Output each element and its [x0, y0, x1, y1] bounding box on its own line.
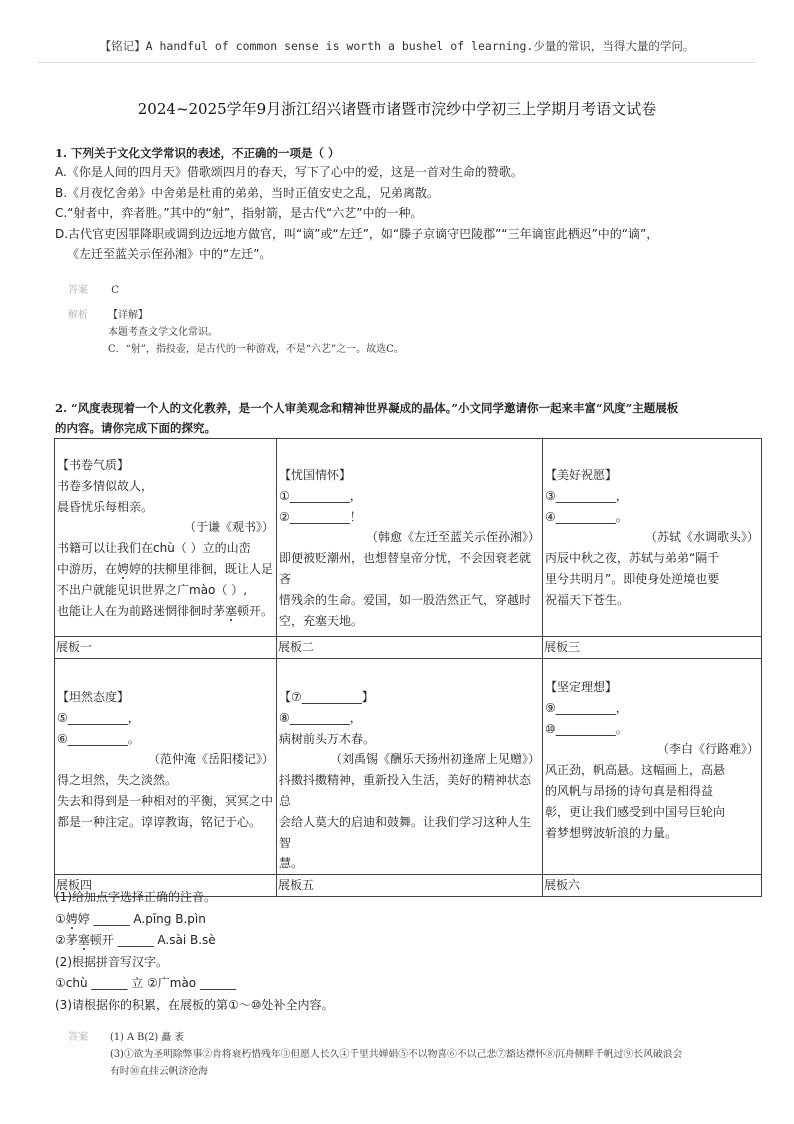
fill-blank: ②__________！	[279, 509, 362, 524]
sub-question-2a: ①chù ______ 立 ②广mào ______	[55, 976, 236, 990]
sub-question-2: (2)根据拼音写汉字。	[55, 954, 168, 969]
panel-text: 失去和得到是一种相对的平衡，冥冥之中	[57, 793, 274, 808]
sub-questions	[55, 887, 745, 1016]
panel-text: 也能让人在为前路迷惘徘徊时茅塞顿开。	[57, 603, 274, 618]
panel-text: 的风帆与昂扬的诗句真是相得益	[545, 783, 714, 798]
panel-text: 会给人莫大的启迪和鼓舞。让我们学习这种人生智	[279, 814, 532, 850]
panel-3	[543, 439, 762, 637]
sub-question-1b: ②茅塞顿开 ______ A.sài B.sè	[55, 933, 216, 947]
fill-blank: ⑤__________，	[57, 710, 140, 725]
poem-line: 书卷多情似故人，	[57, 478, 154, 493]
answer-line: (3)①欲为圣明除弊事②肯将衰朽惜残年③但愿人长久④千里共婵娟⑤不以物喜⑥不以己悲⑦豁达襟怀⑧沉舟侧畔千帆过⑨长风破浪会	[110, 1049, 683, 1060]
panel-name-3: 展板三	[543, 637, 762, 659]
panel-text: 丙辰中秋之夜，苏轼与弟弟“隔千	[545, 551, 720, 566]
panel-text: 彰，更让我们感受到中国号巨轮向	[545, 804, 726, 819]
header-divider	[38, 62, 756, 63]
panel-text: 风正劲，帆高悬。这幅画上，高悬	[545, 763, 726, 778]
answer-label: 答案	[68, 1032, 88, 1043]
panel-5	[277, 659, 543, 875]
poem-line: 病树前头万木春。	[279, 731, 376, 746]
panel-text: 书籍可以让我们在chù（ ）立的山峦	[57, 541, 251, 556]
panel-1	[55, 439, 277, 637]
fill-blank: ⑧__________，	[279, 710, 362, 725]
fill-blank: ⑩__________。	[545, 721, 628, 736]
question-2-stem-line2: 的内容。请你完成下面的探究。	[55, 421, 216, 435]
panel-text: 空，充塞天地。	[279, 613, 364, 628]
analysis-line: 本题考查文学文化常识。	[108, 327, 218, 338]
panel-heading: 【忧国情怀】	[279, 468, 352, 482]
panel-text: 都是一种注定。谆谆教诲，铭记于心。	[57, 814, 262, 829]
panel-text: 祝福天下苍生。	[545, 592, 630, 607]
question-1-answer	[68, 282, 758, 299]
panel-name-6: 展板六	[543, 875, 762, 897]
sub-question-1: (1)给加点字选择正确的注音。	[55, 890, 216, 904]
panel-heading: 【书卷气质】	[57, 458, 130, 472]
poem-source: （范仲淹《岳阳楼记》）	[147, 752, 274, 767]
option-b: B.《月夜忆舍弟》中舍弟是杜甫的弟弟，当时正值安史之乱，兄弟离散。	[55, 185, 440, 200]
fill-blank: ⑨__________，	[545, 700, 628, 715]
panel-heading: 【坚定理想】	[545, 680, 618, 694]
panel-6	[543, 659, 762, 875]
question-1-stem: 1. 下列关于文化文学常识的表述，不正确的一项是（ ）	[55, 146, 340, 160]
question-1-options	[55, 162, 745, 265]
panel-text: 抖擞抖擞精神，重新投入生活，美好的精神状态总	[279, 773, 532, 808]
panel-heading: 【⑦__________】	[279, 690, 374, 704]
answer-value: C	[111, 285, 119, 296]
panel-heading: 【坦然态度】	[57, 690, 130, 704]
fill-blank: ⑥__________。	[57, 731, 140, 746]
panel-text: 里兮共明月”。即使身处逆境也要	[545, 571, 720, 586]
poem-source: （刘禹锡《酬乐天扬州初逢席上见赠》）	[329, 752, 540, 767]
question-2-answer	[68, 1029, 758, 1080]
fill-blank: ③__________，	[545, 488, 628, 503]
panel-text: 得之坦然，失之淡然。	[57, 773, 178, 788]
panel-text: 中游历，在娉婷的扶柳里徘徊，既让人足	[57, 561, 274, 576]
option-d: D.古代官吏因罪降职或调到边远地方做官，叫“谪”或“左迁”，如“滕子京谪守巴陵郡”“三年谪宦此栖迟”中的“谪”，	[55, 226, 659, 241]
exhibit-table	[54, 438, 762, 897]
panel-name-1: 展板一	[55, 637, 277, 659]
panel-text: 惜残余的生命。爱国，如一股浩然正气，穿越时	[279, 592, 532, 607]
question-2-stem-line1: 2. “风度表现着一个人的文化教养，是一个人审美观念和精神世界凝成的晶体。”小文同学邀请你一起来丰富“风度”主题展板	[55, 401, 679, 415]
fill-blank: ④__________。	[545, 509, 628, 524]
poem-line: 晨昏忧乐每相亲。	[57, 499, 154, 514]
poem-source: （李白《行路难》）	[656, 742, 759, 757]
analysis-line: C．“射”，指投壶，是古代的一种游戏，不是“六艺”之一。故选C。	[108, 344, 404, 355]
analysis-label: 解析	[68, 310, 88, 321]
analysis-head: 【详解】	[108, 310, 148, 321]
panel-text: 慧。	[279, 856, 304, 871]
sub-question-3: (3)请根据你的积累，在展板的第①～⑩处补全内容。	[55, 997, 334, 1012]
panel-4	[55, 659, 277, 875]
option-d-cont: 《左迁至蓝关示侄孙湘》中的“左迁”。	[67, 247, 272, 261]
answer-label: 答案	[68, 285, 88, 296]
page-title: 2024~2025学年9月浙江绍兴诸暨市诸暨市浣纱中学初三上学期月考语文试卷	[137, 100, 657, 118]
fill-blank: ①__________，	[279, 488, 362, 503]
poem-source: （苏轼《水调歌头》）	[644, 530, 759, 545]
panel-text: 着梦想劈波斩浪的力量。	[545, 825, 678, 840]
panel-text: 即便被贬潮州，也想替皇帝分忧，不会因衰老就吝	[279, 551, 532, 586]
panel-name-5: 展板五	[277, 875, 543, 897]
question-2-stem	[55, 398, 755, 438]
question-1-analysis	[68, 307, 758, 358]
question-1	[55, 143, 745, 163]
poem-source: （韩愈《左迁至蓝关示侄孙湘》）	[365, 530, 540, 545]
sub-question-1a: ①娉婷 ______ A.pīng B.pìn	[55, 911, 206, 926]
answer-line: 有时⑩直挂云帆济沧海	[110, 1066, 208, 1077]
motto-banner: 【铭记】A handful of common sense is worth a bushel of learning.少量的常识，当得大量的学问。	[99, 39, 695, 53]
poem-source: （于谦《观书》）	[183, 520, 274, 535]
panel-2	[277, 439, 543, 637]
panel-text: 不出户就能见识世界之广mào（ ）,	[57, 582, 248, 597]
panel-name-4: 展板四	[55, 875, 277, 897]
option-c: C.“射者中，弈者胜。”其中的“射”，指射箭，是古代“六艺”中的一种。	[55, 206, 423, 220]
panel-heading: 【美好祝愿】	[545, 468, 618, 482]
panel-name-2: 展板二	[277, 637, 543, 659]
option-a: A.《你是人间的四月天》借歌颂四月的春天，写下了心中的爱，这是一首对生命的赞歌。	[55, 165, 523, 179]
answer-line: (1) A B(2) 矗 袤	[110, 1032, 185, 1043]
